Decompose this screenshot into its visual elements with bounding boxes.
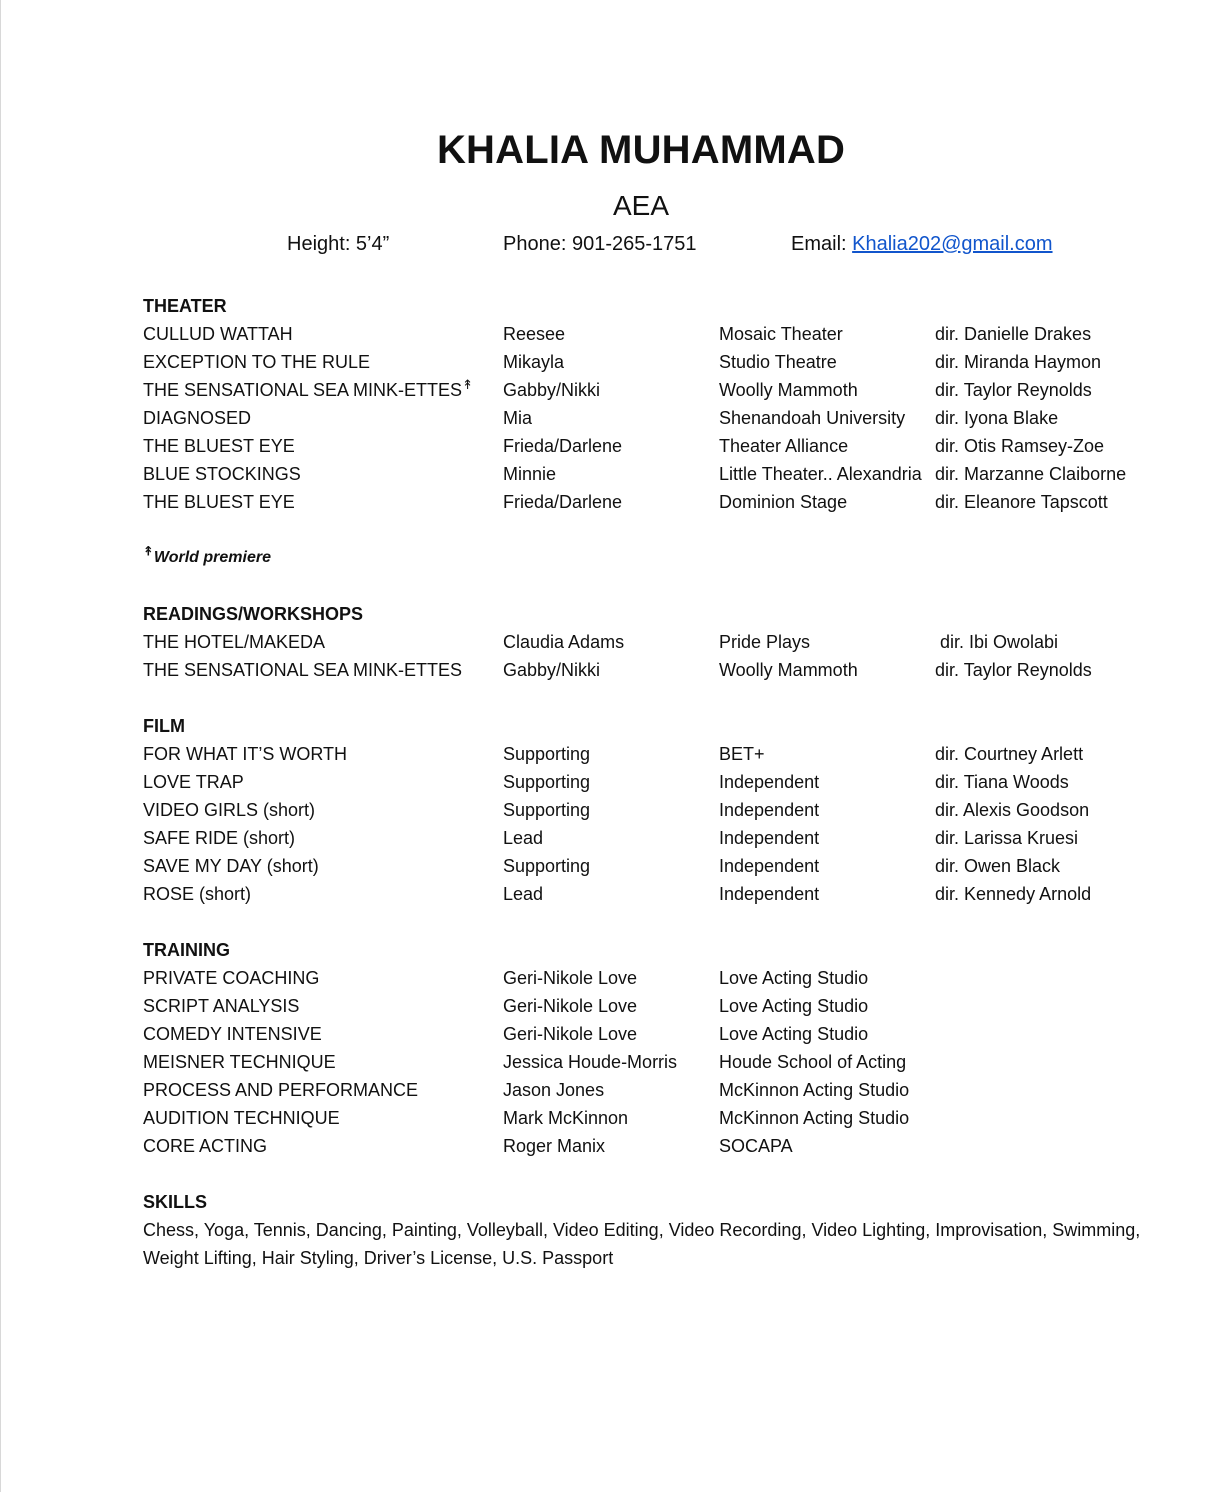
training-school: SOCAPA [719, 1136, 793, 1156]
readings-section-title: READINGS/WORKSHOPS [143, 604, 364, 624]
training-course: CORE ACTING [143, 1136, 268, 1156]
training-school: Love Acting Studio [719, 1024, 869, 1044]
credit-role: Lead [503, 828, 544, 848]
training-course: AUDITION TECHNIQUE [143, 1108, 340, 1128]
film-credits [143, 740, 1153, 908]
training-row [143, 1104, 1153, 1132]
credit-title [143, 488, 295, 516]
credit-title [143, 320, 293, 348]
credit-director: dir. Courtney Arlett [935, 744, 1084, 764]
credit-director: dir. Alexis Goodson [935, 800, 1090, 820]
credit-role: Gabby/Nikki [503, 660, 601, 680]
credit-title [143, 628, 325, 656]
credit-title [143, 852, 319, 880]
credit-title [143, 460, 301, 488]
credit-venue: Independent [719, 884, 820, 904]
credit-venue: Woolly Mammoth [719, 380, 858, 400]
theater-credit-row [143, 376, 1153, 404]
training-school: Love Acting Studio [719, 968, 869, 988]
training-course: COMEDY INTENSIVE [143, 1024, 322, 1044]
credit-title [143, 796, 315, 824]
email-info [791, 233, 1053, 256]
credit-role: Mia [503, 408, 533, 428]
phone-info: Phone: 901-265-1751 [503, 233, 697, 255]
credit-title-text: THE BLUEST EYE [143, 492, 295, 512]
training-teacher: Jason Jones [503, 1080, 605, 1100]
credit-director: dir. Marzanne Claiborne [935, 464, 1127, 484]
training-school: Love Acting Studio [719, 996, 869, 1016]
credit-director: dir. Danielle Drakes [935, 324, 1092, 344]
credit-title-text: DIAGNOSED [143, 408, 252, 428]
credit-venue: BET+ [719, 744, 765, 764]
credit-title-text: ROSE (short) [143, 884, 252, 904]
film-section-title: FILM [143, 716, 185, 736]
reading-credit-row [143, 656, 1153, 684]
training-row [143, 1076, 1153, 1104]
credit-venue: Dominion Stage [719, 492, 848, 512]
film-credit-row [143, 852, 1153, 880]
credit-title [143, 768, 244, 796]
film-credit-row [143, 824, 1153, 852]
credit-director: dir. Taylor Reynolds [935, 380, 1092, 400]
credit-title [143, 656, 462, 684]
credit-director: dir. Tiana Woods [935, 772, 1069, 792]
credit-title-text: FOR WHAT IT’S WORTH [143, 744, 347, 764]
training-school: Houde School of Acting [719, 1052, 907, 1072]
credit-title [143, 376, 473, 404]
theater-section-title: THEATER [143, 296, 227, 316]
training-list [143, 964, 1153, 1160]
credit-director: dir. Miranda Haymon [935, 352, 1102, 372]
email-label: Email: [791, 233, 853, 255]
credit-title-text: BLUE STOCKINGS [143, 464, 301, 484]
credit-role: Claudia Adams [503, 632, 625, 652]
training-row [143, 1048, 1153, 1076]
credit-venue: Independent [719, 772, 820, 792]
theater-credit-row [143, 488, 1153, 516]
credit-role: Frieda/Darlene [503, 436, 623, 456]
training-teacher: Roger Manix [503, 1136, 606, 1156]
theater-credit-row [143, 460, 1153, 488]
credit-title [143, 740, 347, 768]
training-school: McKinnon Acting Studio [719, 1080, 910, 1100]
credit-role: Supporting [503, 772, 591, 792]
height-info: Height: 5’4” [287, 233, 390, 255]
union-affiliation: AEA [612, 190, 670, 221]
film-credit-row [143, 768, 1153, 796]
credit-director: dir. Owen Black [935, 856, 1061, 876]
credit-title-text: SAFE RIDE (short) [143, 828, 296, 848]
credit-role: Frieda/Darlene [503, 492, 623, 512]
film-credit-row [143, 740, 1153, 768]
theater-credits [143, 320, 1153, 516]
film-credit-row [143, 880, 1153, 908]
training-teacher: Jessica Houde-Morris [503, 1052, 678, 1072]
credit-director: dir. Kennedy Arnold [935, 884, 1092, 904]
theater-credit-row [143, 432, 1153, 460]
credit-role: Supporting [503, 744, 591, 764]
credit-title-text: THE SENSATIONAL SEA MINK-ETTES [143, 380, 463, 400]
credit-title-text: SAVE MY DAY (short) [143, 856, 319, 876]
actor-name: KHALIA MUHAMMAD [436, 128, 846, 172]
credit-venue: Shenandoah University [719, 408, 906, 428]
credit-role: Mikayla [503, 352, 565, 372]
credit-role: Minnie [503, 464, 557, 484]
email-link[interactable]: Khalia202@gmail.com [852, 233, 1053, 255]
training-course: PROCESS AND PERFORMANCE [143, 1080, 419, 1100]
credit-title-text: THE HOTEL/MAKEDA [143, 632, 326, 652]
credit-title [143, 432, 295, 460]
credit-role: Reesee [503, 324, 566, 344]
credit-venue: Mosaic Theater [719, 324, 843, 344]
theater-credit-row [143, 320, 1153, 348]
training-teacher: Geri-Nikole Love [503, 968, 638, 988]
training-teacher: Geri-Nikole Love [503, 1024, 638, 1044]
credit-director: dir. Otis Ramsey-Zoe [935, 436, 1105, 456]
credit-role: Lead [503, 884, 544, 904]
skills-list: Chess, Yoga, Tennis, Dancing, Painting, Volleyball, Video Editing, Video Recording, Video Lighting, Improvisation, Swimming, Weight Lifting, Hair Styling, Driver’s License, U.S. Passport [143, 1220, 1141, 1268]
training-row [143, 1132, 1153, 1160]
training-course: SCRIPT ANALYSIS [143, 996, 300, 1016]
theater-credit-row [143, 404, 1153, 432]
credit-director: dir. Larissa Kruesi [935, 828, 1079, 848]
premiere-marker: ↟ [143, 543, 154, 559]
credit-venue: Pride Plays [719, 632, 811, 652]
training-row [143, 992, 1153, 1020]
credit-venue: Independent [719, 856, 820, 876]
credit-role: Supporting [503, 856, 591, 876]
note-text: World premiere [153, 549, 271, 566]
credit-title-text: THE BLUEST EYE [143, 436, 295, 456]
credit-venue: Woolly Mammoth [719, 660, 858, 680]
credit-venue: Studio Theatre [719, 352, 837, 372]
credit-role: Supporting [503, 800, 591, 820]
reading-credit-row [143, 628, 1153, 656]
theater-credit-row [143, 348, 1153, 376]
training-course: PRIVATE COACHING [143, 968, 320, 988]
page-edge [0, 0, 1, 1492]
credit-title [143, 348, 370, 376]
credit-director: dir. Taylor Reynolds [935, 660, 1092, 680]
credit-director: dir. Iyona Blake [935, 408, 1059, 428]
training-section-title: TRAINING [143, 940, 230, 960]
training-teacher: Geri-Nikole Love [503, 996, 638, 1016]
credit-title [143, 824, 295, 852]
credit-title-text: CULLUD WATTAH [143, 324, 293, 344]
credit-title [143, 880, 251, 908]
readings-credits [143, 628, 1153, 684]
film-credit-row [143, 796, 1153, 824]
world-premiere-note [143, 544, 1153, 572]
training-school: McKinnon Acting Studio [719, 1108, 910, 1128]
credit-venue: Little Theater.. Alexandria [719, 464, 922, 484]
training-row [143, 1020, 1153, 1048]
credit-role: Gabby/Nikki [503, 380, 601, 400]
credit-title-text: LOVE TRAP [143, 772, 244, 792]
training-row [143, 964, 1153, 992]
training-teacher: Mark McKinnon [503, 1108, 629, 1128]
credit-title-text: THE SENSATIONAL SEA MINK-ETTES [143, 660, 463, 680]
credit-title-text: EXCEPTION TO THE RULE [143, 352, 371, 372]
credit-director: dir. Ibi Owolabi [940, 632, 1059, 652]
training-course: MEISNER TECHNIQUE [143, 1052, 336, 1072]
credit-title-text: VIDEO GIRLS (short) [143, 800, 316, 820]
credit-venue: Theater Alliance [719, 436, 849, 456]
credit-director: dir. Eleanore Tapscott [935, 492, 1108, 512]
skills-section-title: SKILLS [143, 1192, 208, 1212]
premiere-marker: ↟ [462, 377, 473, 392]
credit-venue: Independent [719, 800, 820, 820]
credit-venue: Independent [719, 828, 820, 848]
resume-body [143, 292, 1153, 1272]
credit-title [143, 404, 251, 432]
